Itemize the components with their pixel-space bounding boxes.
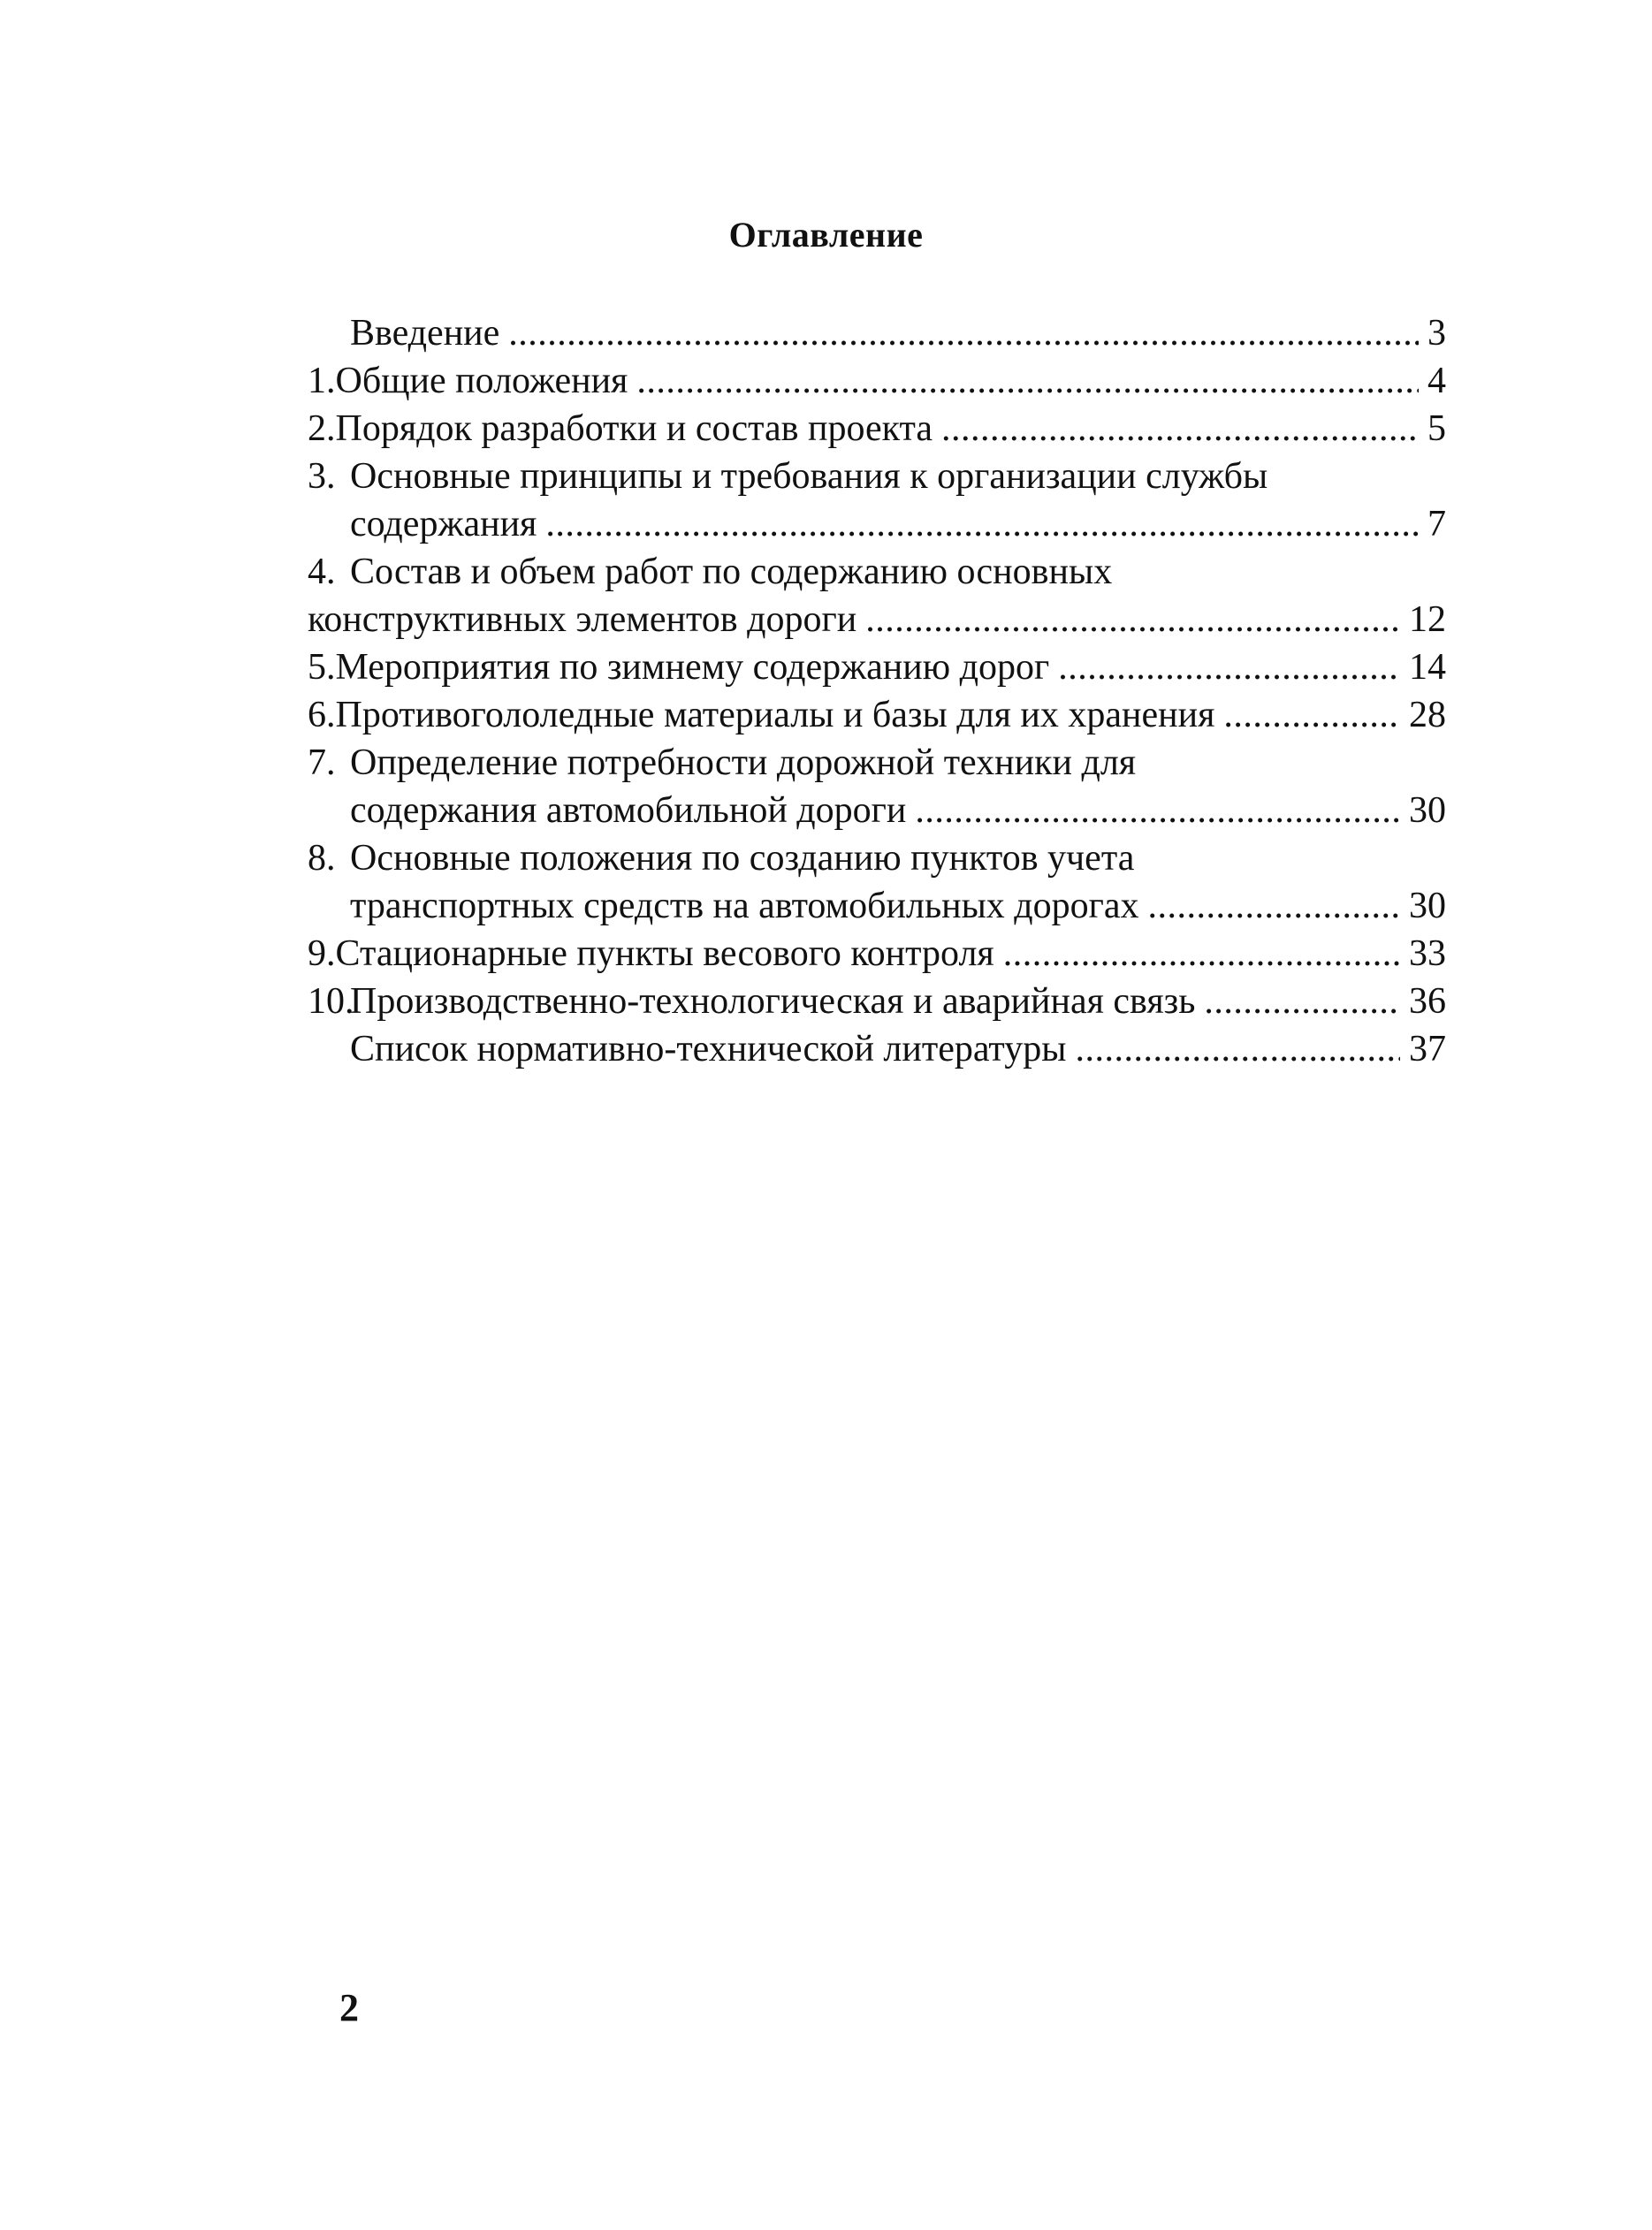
- page-number: 2: [339, 1986, 359, 2029]
- toc-entry-line: [308, 405, 1446, 453]
- toc-leader-dots: [915, 787, 1400, 834]
- toc-leader-dots: [508, 309, 1419, 357]
- toc-entry-title: Порядок разработки и состав проекта: [335, 408, 933, 449]
- toc-entry-title: Противогололедные материалы и базы для их хранения: [335, 695, 1215, 735]
- toc-entry-page: 14: [1409, 647, 1446, 688]
- toc-entry-number: 10.: [308, 981, 354, 1022]
- toc-entry-number: 8.: [308, 838, 336, 879]
- toc-entry-line: [308, 739, 1446, 787]
- toc-entry-title: Основные принципы и требования к организации службы: [350, 456, 1268, 497]
- toc-entry-title: Общие положения: [335, 361, 628, 401]
- toc-entry-number: 1.: [308, 361, 336, 401]
- toc-entry-line: [308, 453, 1446, 500]
- toc-entry-page: 30: [1409, 886, 1446, 926]
- toc-entry-line: [308, 357, 1446, 405]
- toc-leader-dots: [545, 500, 1419, 548]
- toc-entry-title: Производственно-технологическая и аварийная связь: [350, 981, 1196, 1022]
- toc-entry-page: 4: [1427, 361, 1446, 401]
- toc-entry-number: 2.: [308, 408, 336, 449]
- toc-leader-dots: [1058, 643, 1400, 691]
- toc-entry-title: Состав и объем работ по содержанию основных: [350, 552, 1113, 592]
- toc-entry-title: Мероприятия по зимнему содержанию дорог: [335, 647, 1050, 688]
- toc-leader-dots: [865, 596, 1400, 643]
- toc-entry-number: 7.: [308, 742, 336, 783]
- toc-entry-line: [308, 882, 1446, 930]
- toc-entry-number: 3.: [308, 456, 336, 497]
- toc-leader-dots: [941, 405, 1419, 453]
- toc-entry-title: транспортных средств на автомобильных дорогах: [350, 886, 1139, 926]
- toc-entry-title: Введение: [350, 313, 500, 354]
- toc-entry-number: 9.: [308, 933, 336, 974]
- toc-entry-number: 6.: [308, 695, 336, 735]
- toc-leader-dots: [1075, 1025, 1400, 1073]
- toc-entry-line: [308, 978, 1446, 1025]
- toc-entry-line: [308, 1025, 1446, 1073]
- toc-entry-title: Основные положения по созданию пунктов учета: [350, 838, 1135, 879]
- toc-entry-line: [308, 643, 1446, 691]
- toc-entry-title: содержания: [350, 504, 537, 544]
- toc-heading: Оглавление: [728, 215, 924, 255]
- toc-entry-page: 36: [1409, 981, 1446, 1022]
- toc-leader-dots: [1204, 978, 1400, 1025]
- toc-entry-title: конструктивных элементов дороги: [308, 599, 857, 640]
- toc-leader-dots: [1003, 930, 1400, 978]
- table-of-contents: [308, 309, 1446, 1073]
- toc-entry-line: [308, 787, 1446, 834]
- toc-entry-line: [308, 930, 1446, 978]
- toc-entry-line: [308, 548, 1446, 596]
- toc-leader-dots: [1223, 691, 1400, 739]
- toc-entry-line: [308, 834, 1446, 882]
- toc-entry-line: [308, 309, 1446, 357]
- toc-entry-page: 33: [1409, 933, 1446, 974]
- toc-entry-page: 3: [1427, 313, 1446, 354]
- toc-entry-page: 28: [1409, 695, 1446, 735]
- toc-entry-title: Стационарные пункты весового контроля: [335, 933, 994, 974]
- toc-entry-page: 12: [1409, 599, 1446, 640]
- toc-entry-line: [308, 691, 1446, 739]
- toc-leader-dots: [1148, 882, 1400, 930]
- toc-leader-dots: [636, 357, 1419, 405]
- toc-entry-title: содержания автомобильной дороги: [350, 790, 907, 831]
- toc-entry-line: [308, 596, 1446, 643]
- toc-entry-page: 5: [1427, 408, 1446, 449]
- toc-entry-title: Список нормативно-технической литературы: [350, 1029, 1067, 1069]
- toc-entry-page: 30: [1409, 790, 1446, 831]
- toc-entry-page: 37: [1409, 1029, 1446, 1069]
- toc-entry-title: Определение потребности дорожной техники для: [350, 742, 1137, 783]
- toc-entry-number: 4.: [308, 552, 336, 592]
- toc-entry-number: 5.: [308, 647, 336, 688]
- toc-entry-page: 7: [1427, 504, 1446, 544]
- toc-entry-line: [308, 500, 1446, 548]
